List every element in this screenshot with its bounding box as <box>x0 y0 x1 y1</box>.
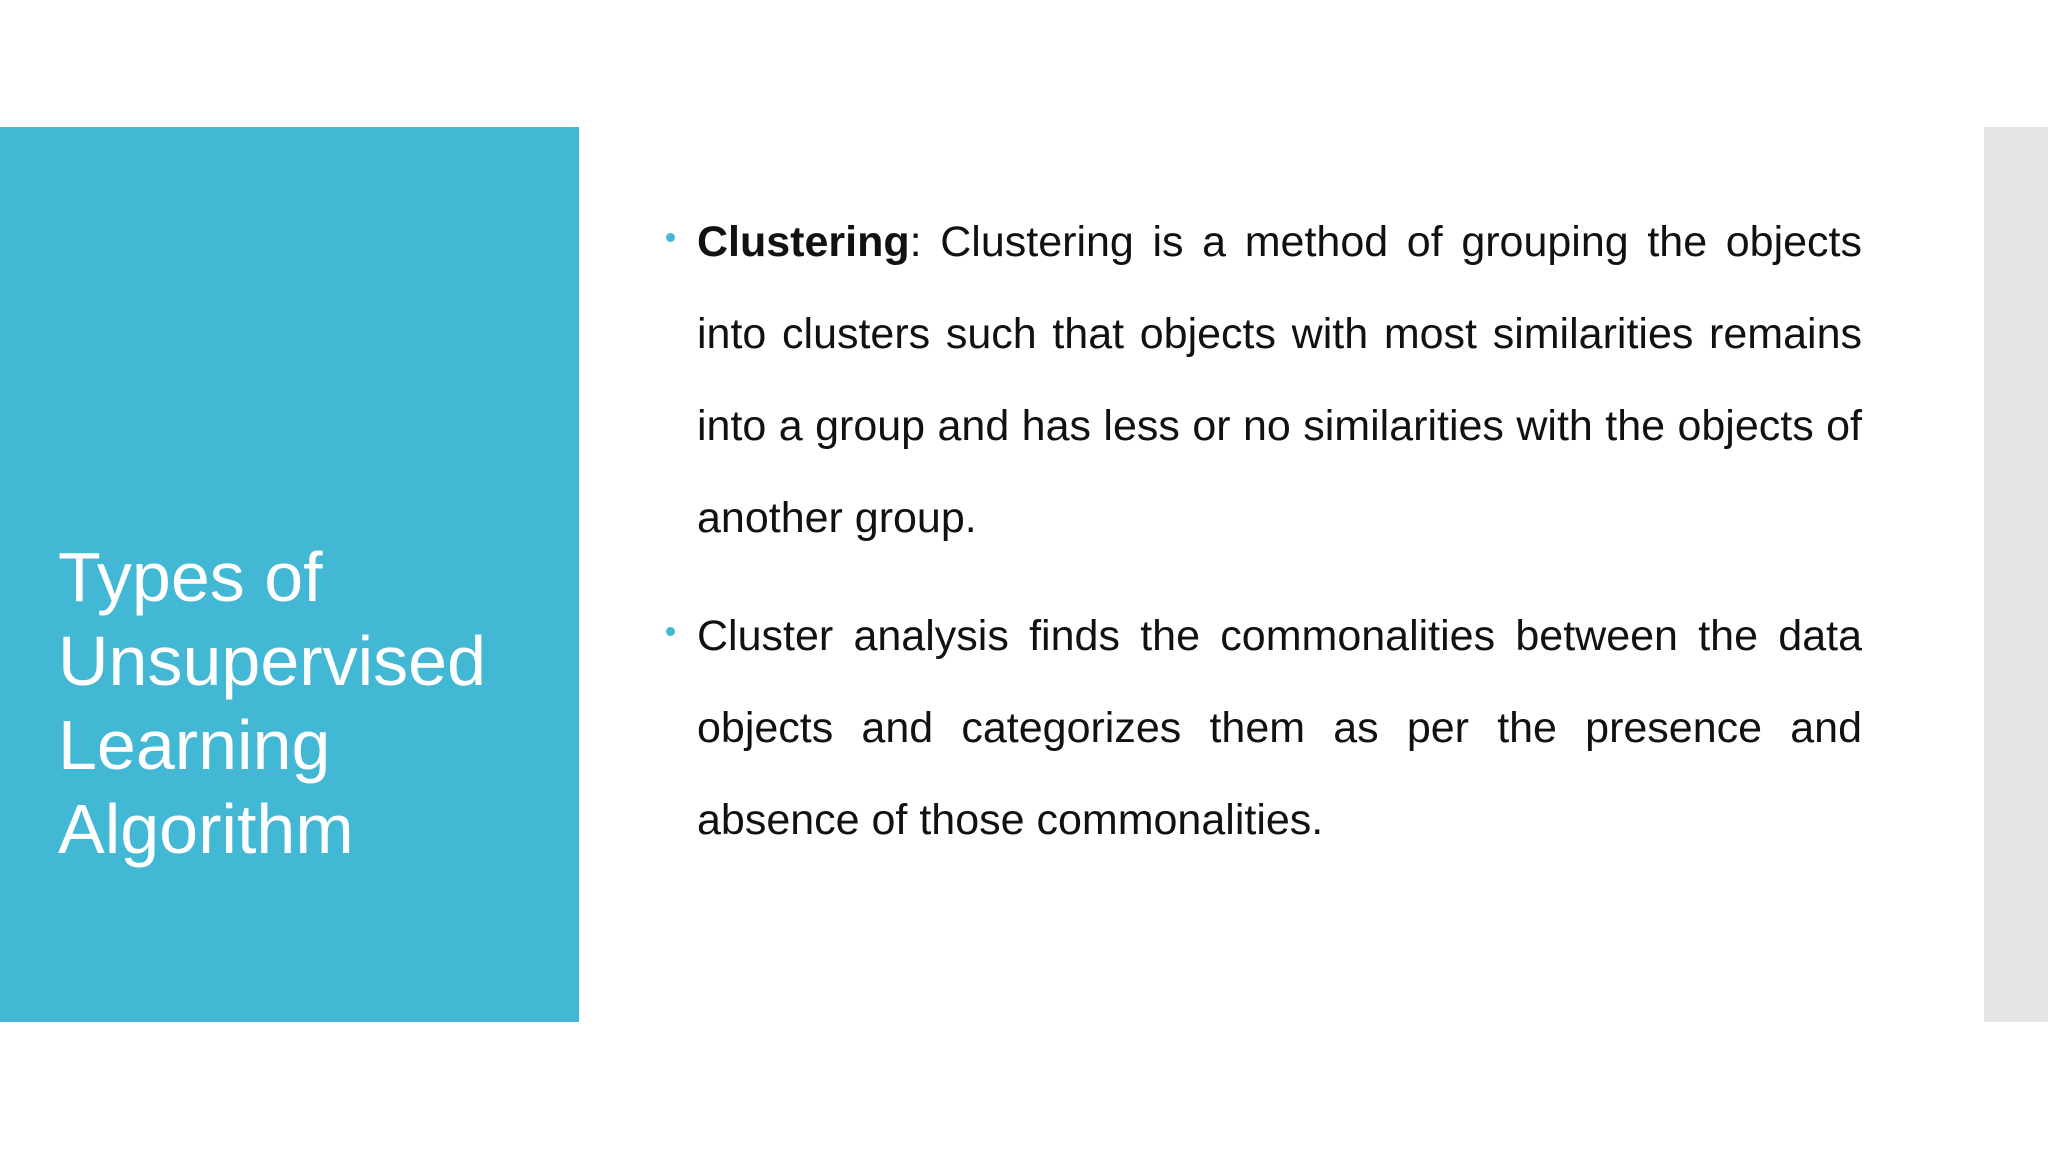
bullet-term: Clustering <box>697 218 910 266</box>
bullet-text: Clustering is a method of grouping the objects into clusters such that objects with most similarities remains into a group and has less or no similarities with the objects of another group. <box>697 218 1862 542</box>
bullet-cluster-analysis <box>666 590 1862 866</box>
bullet-term-separator: : <box>909 218 922 266</box>
bullet-clustering <box>666 196 1862 564</box>
bullet-dot-icon <box>666 233 675 242</box>
side-strip <box>1984 127 2048 1022</box>
title-line: Learning <box>58 706 331 784</box>
title-line: Types of <box>58 538 323 616</box>
content-area <box>666 196 1862 892</box>
title-panel <box>0 127 579 1022</box>
slide-title <box>58 535 558 871</box>
title-line: Unsupervised <box>58 622 486 700</box>
bullet-text: Cluster analysis finds the commonalities between the data objects and categorizes them as per the presence and absence of those commonalities. <box>697 612 1862 844</box>
title-line: Algorithm <box>58 790 354 868</box>
bullet-dot-icon <box>666 627 675 636</box>
